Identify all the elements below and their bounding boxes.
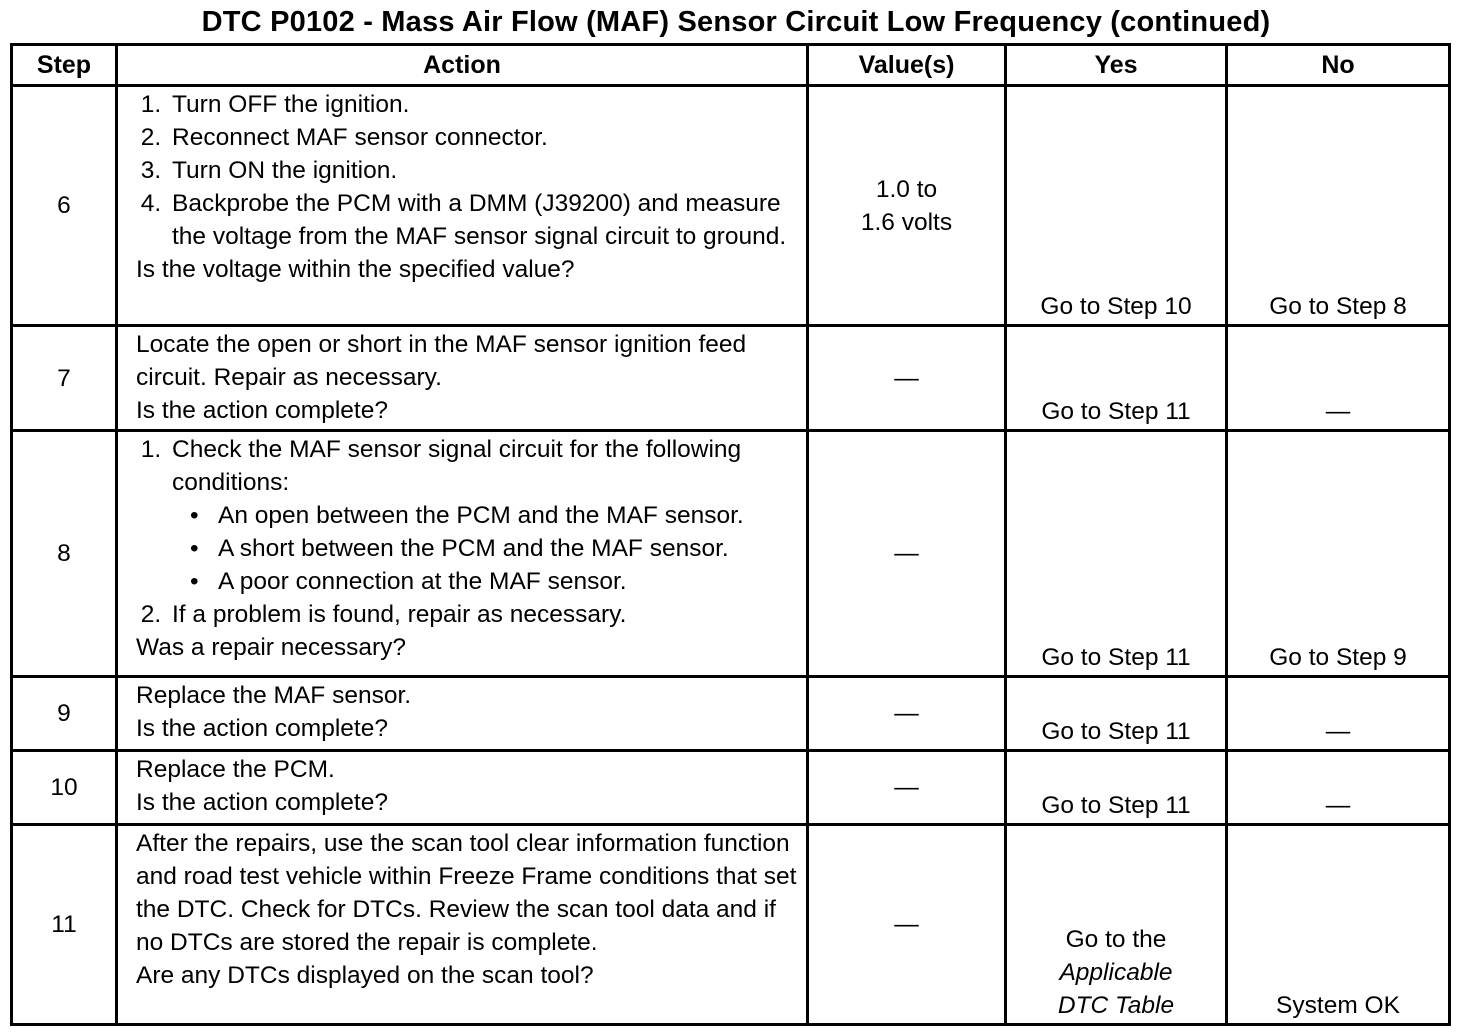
table-row <box>12 825 1450 1025</box>
yes-cell: Go to Step 11 <box>1006 751 1227 825</box>
step-number: 6 <box>12 86 117 326</box>
value-text: 1.6 volts <box>860 208 953 236</box>
no-cell: Go to Step 8 <box>1227 86 1450 326</box>
step-number: 8 <box>12 431 117 677</box>
yes-cell: Go to Step 11 <box>1006 326 1227 431</box>
action-cell <box>117 86 808 326</box>
diagnostic-table <box>10 43 1451 1026</box>
action-question: Is the action complete? <box>136 715 388 742</box>
no-cell: — <box>1227 326 1450 431</box>
value-cell <box>808 86 1006 326</box>
yes-text-italic: DTC Table <box>1057 992 1175 1019</box>
header-action: Action <box>117 45 808 86</box>
value-cell: — <box>808 677 1006 751</box>
table-row <box>12 431 1450 677</box>
table-row <box>12 86 1450 326</box>
condition-list <box>172 499 798 598</box>
action-text: Locate the open or short in the MAF sensor ignition feed circuit. Repair as necessary. <box>136 331 747 391</box>
action-step <box>168 433 798 598</box>
header-yes: Yes <box>1006 45 1227 86</box>
no-cell: — <box>1227 677 1450 751</box>
value-text: 1.0 to <box>875 175 938 203</box>
action-step: 4. Backprobe the PCM with a DMM (J39200) and measure the voltage from the MAF sensor signal circuit to ground. <box>168 187 798 253</box>
value-cell: — <box>808 326 1006 431</box>
header-no: No <box>1227 45 1450 86</box>
action-question: Is the voltage within the specified value? <box>136 256 575 283</box>
table-row <box>12 677 1450 751</box>
yes-text: Go to the <box>1065 926 1167 953</box>
step-number: 7 <box>12 326 117 431</box>
condition-item: • A poor connection at the MAF sensor. <box>218 565 798 598</box>
action-steps <box>136 88 798 253</box>
action-step: 2. Reconnect MAF sensor connector. <box>168 121 798 154</box>
value-cell: — <box>808 751 1006 825</box>
yes-text-italic: Applicable <box>1059 959 1173 986</box>
yes-cell: Go to Step 11 <box>1006 677 1227 751</box>
action-step: 2. If a problem is found, repair as necessary. <box>168 598 798 631</box>
action-cell <box>117 326 808 431</box>
header-step: Step <box>12 45 117 86</box>
action-question: Is the action complete? <box>136 789 388 816</box>
yes-cell: Go to Step 10 <box>1006 86 1227 326</box>
no-cell: System OK <box>1227 825 1450 1025</box>
page-title: DTC P0102 - Mass Air Flow (MAF) Sensor Circuit Low Frequency (continued) <box>201 6 1271 38</box>
action-step-text: Check the MAF sensor signal circuit for the following conditions: <box>172 436 742 496</box>
action-cell <box>117 825 808 1025</box>
action-cell <box>117 431 808 677</box>
action-question: Is the action complete? <box>136 397 388 424</box>
action-text: After the repairs, use the scan tool clear information function and road test vehicle within Freeze Frame conditions that set the DTC. Check for DTCs. Review the scan tool data and if no DTCs are stored the repair is complete. <box>136 830 797 956</box>
no-cell: — <box>1227 751 1450 825</box>
table-row <box>12 326 1450 431</box>
action-steps <box>136 433 798 631</box>
action-step: 1. Turn OFF the ignition. <box>168 88 798 121</box>
value-cell: — <box>808 825 1006 1025</box>
action-cell <box>117 677 808 751</box>
yes-cell <box>1006 825 1227 1025</box>
action-question: Was a repair necessary? <box>136 634 407 661</box>
table-row <box>12 751 1450 825</box>
action-cell <box>117 751 808 825</box>
value-cell: — <box>808 431 1006 677</box>
step-number: 10 <box>12 751 117 825</box>
condition-item: • A short between the PCM and the MAF sensor. <box>218 532 798 565</box>
action-question: Are any DTCs displayed on the scan tool? <box>136 962 594 989</box>
step-number: 11 <box>12 825 117 1025</box>
no-cell: Go to Step 9 <box>1227 431 1450 677</box>
action-step: 3. Turn ON the ignition. <box>168 154 798 187</box>
header-values: Value(s) <box>808 45 1006 86</box>
action-text: Replace the MAF sensor. <box>136 682 412 709</box>
condition-item: • An open between the PCM and the MAF sensor. <box>218 499 798 532</box>
header-row <box>12 45 1450 86</box>
yes-cell: Go to Step 11 <box>1006 431 1227 677</box>
action-text: Replace the PCM. <box>136 756 335 783</box>
step-number: 9 <box>12 677 117 751</box>
